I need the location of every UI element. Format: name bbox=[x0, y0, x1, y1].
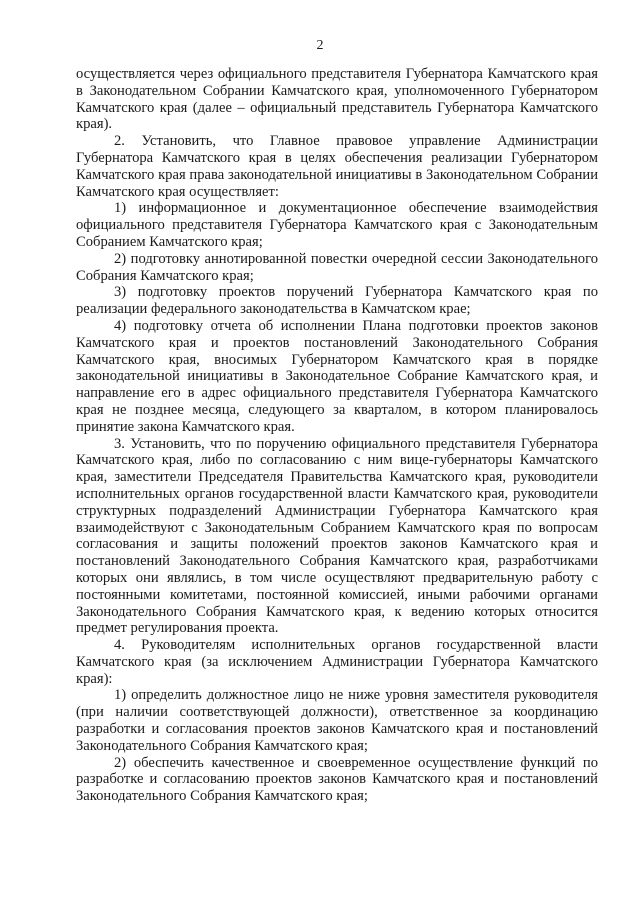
paragraph-subitem-2-4: 4) подготовку отчета об исполнении Плана подготовки проектов законов Камчатского края и проектов постановлений Законодательного Собрания Камчатского края, вносимых Губернатором Камчатского края в порядке законодательной инициативы в Законодательное Собрание Камчатского края, и направление его в адрес официального представителя Губернатора Камчатского края не позднее месяца, следующего за кварталом, в котором планировалось принятие закона Камчатского края. bbox=[76, 317, 598, 435]
paragraph-subitem-2-2: 2) подготовку аннотированной повестки очередной сессии Законодательного Собрания Камчатского края; bbox=[76, 250, 598, 284]
paragraph-subitem-2-1: 1) информационное и документационное обеспечение взаимодействия официального представителя Губернатора Камчатского края с Законодательным Собранием Камчатского края; bbox=[76, 200, 598, 250]
paragraph-item-4: 4. Руководителям исполнительных органов государственной власти Камчатского края (за исключением Администрации Губернатора Камчатского края): bbox=[76, 637, 598, 687]
page-number: 2 bbox=[316, 38, 324, 53]
paragraph-item-3: 3. Установить, что по поручению официального представителя Губернатора Камчатского края, либо по согласованию с ним вице-губернаторы Камчатского края, заместители Председателя Правительства Камчатского края, руководители исполнительных органов государственной власти Камчатского края, руководители структурных подразделений Администрации Губернатора Камчатского края взаимодействуют с Законодательным Собранием Камчатского края по вопросам согласования и защиты положений проектов законов Камчатского края и постановлений Законодательного Собрания Камчатского края, разработчиками которых они являлись, в том числе осуществляют предварительную работу с постоянными комитетами, постоянной комиссией, иными рабочими органами Законодательного Собрания Камчатского края, к ведению которых относится предмет регулирования проекта. bbox=[76, 435, 598, 637]
document-body bbox=[76, 66, 598, 805]
paragraph-subitem-4-2: 2) обеспечить качественное и своевременное осуществление функций по разработке и согласованию проектов законов Камчатского края и постановлений Законодательного Собрания Камчатского края; bbox=[76, 754, 598, 805]
paragraph-subitem-4-1: 1) определить должностное лицо не ниже уровня заместителя руководителя (при наличии соответствующей должности), ответственное за координацию разработки и согласования проектов законов Камчатского края и постановлений Законодательного Собрания Камчатского края; bbox=[76, 687, 598, 754]
paragraph-item-2: 2. Установить, что Главное правовое управление Администрации Губернатора Камчатского края в целях обеспечения реализации Губернатором Камчатского края права законодательной инициативы в Законодательном Собрании Камчатского края осуществляет: bbox=[76, 133, 598, 200]
paragraph-continuation: осуществляется через официального представителя Губернатора Камчатского края в Законодательном Собрании Камчатского края, уполномоченного Губернатором Камчатского края (далее – официальный представитель Губернатора Камчатского края). bbox=[76, 66, 598, 133]
paragraph-subitem-2-3: 3) подготовку проектов поручений Губернатора Камчатского края по реализации федерального законодательства в Камчатском крае; bbox=[76, 284, 598, 318]
